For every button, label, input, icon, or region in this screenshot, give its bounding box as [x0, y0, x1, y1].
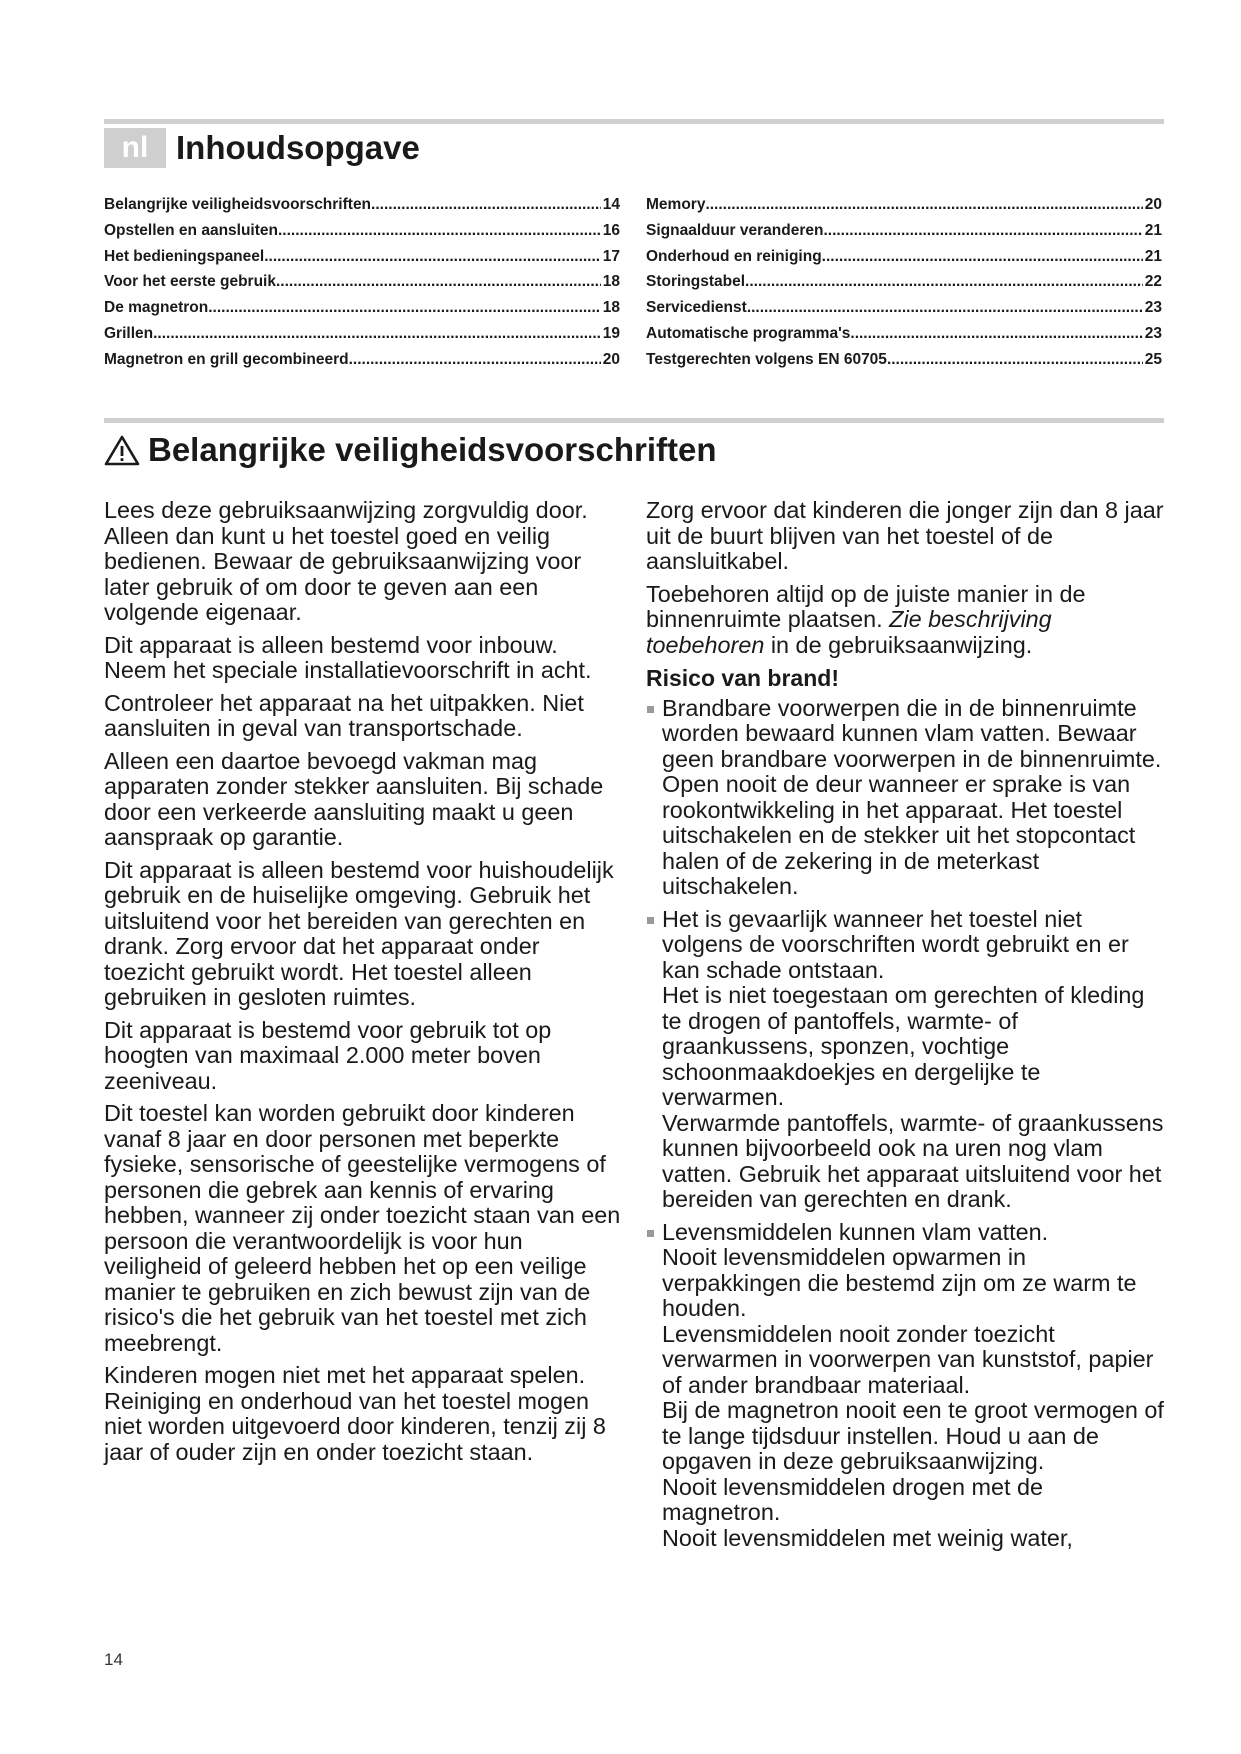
bullet-square-icon: [647, 917, 654, 924]
toc-entry[interactable]: Opstellen en aansluiten ..... 16: [104, 222, 620, 248]
paragraph: Zorg ervoor dat kinderen die jonger zijn dan 8 jaar uit de buurt blijven van het toestel of de aansluitkabel.: [646, 497, 1164, 574]
toc-entry[interactable]: Voor het eerste gebruik ..... 18: [104, 273, 620, 299]
accessories-paragraph: Toebehoren altijd op de juiste manier in de binnenruimte plaatsen. Zie beschrijving toebehoren in de gebruiksaanwijzing.: [646, 580, 1086, 658]
toc-entry[interactable]: Testgerechten volgens EN 60705 ..... 25: [646, 351, 1162, 377]
bullet-square-icon: [647, 1230, 654, 1237]
warning-triangle-icon: [104, 434, 140, 467]
paragraph: Dit apparaat is alleen bestemd voor huishoudelijk gebruik en de huiselijke omgeving. Gebruik het uitsluitend voor het bereiden van gerechten en drank. Zorg ervoor dat het apparaat onder toezicht gebruikt wordt. Het toestel alleen gebruiken in gesloten ruimtes.: [104, 856, 614, 1010]
top-divider: [104, 119, 1164, 124]
safety-left-column: [104, 498, 624, 1472]
accessories-reference: Zie beschrijving toebehoren: [646, 606, 1052, 658]
toc-entry[interactable]: Memory ..... 20: [646, 196, 1162, 222]
bullet-item: Het is gevaarlijk wanneer het toestel niet volgens de voorschriften wordt gebruikt en er kan schade ontstaan. Het is niet toegestaan om gerechten of kleding te drogen of pantoffels, warmte- of graankussens, sponzen, vochtige schoonmaakdoekjes en dergelijke te verwarmen. Verwarmde pantoffels, warmte- of graankussens kunnen bijvoorbeeld ook na uren nog vlam vatten. Gebruik het apparaat uitsluitend voor het bereiden van gerechten en drank.: [646, 907, 1166, 1213]
bullet-item: Levensmiddelen kunnen vlam vatten. Nooit levensmiddelen opwarmen in verpakkingen die bestemd zijn om ze warm te houden. Levensmiddelen nooit zonder toezicht verwarmen in voorwerpen van kunststof, papier of ander brandbaar materiaal. Bij de magnetron nooit een te groot vermogen of te lange tijdsduur instellen. Houd u aan de opgaven in deze gebruiksaanwijzing. Nooit levensmiddelen drogen met de magnetron. Nooit levensmiddelen met weinig water,: [646, 1220, 1166, 1552]
toc-entry[interactable]: Signaalduur veranderen ..... 21: [646, 222, 1162, 248]
toc-entry[interactable]: Magnetron en grill gecombineerd ..... 20: [104, 351, 620, 377]
toc-entry[interactable]: Onderhoud en reiniging ..... 21: [646, 248, 1162, 274]
paragraph: Dit toestel kan worden gebruikt door kinderen vanaf 8 jaar en door personen met beperkte fysieke, sensorische of geestelijke vermogens of personen die gebrek aan kennis of ervaring hebben, wanneer zij onder toezicht staan van een persoon die verantwoordelijk is voor hun veiligheid of geleerd hebben het op een veilige manier te gebruiken en zich bewust zijn van de risico's die het gebruik van het toestel met zich meebrengt.: [104, 1100, 621, 1356]
bullet-item: Brandbare voorwerpen die in de binnenruimte worden bewaard kunnen vlam vatten. Bewaar geen brandbare voorwerpen in de binnenruimte. Open nooit de deur wanneer er sprake is van rookontwikkeling in het apparaat. Het toestel uitschakelen en de stekker uit het stopcontact halen of de zekering in de meterkast uitschakelen.: [646, 696, 1166, 900]
language-badge: nl: [104, 128, 166, 168]
paragraph: Dit apparaat is alleen bestemd voor inbouw. Neem het speciale installatievoorschrift in acht.: [104, 631, 592, 683]
toc-entry[interactable]: Storingstabel ..... 22: [646, 273, 1162, 299]
toc-entry[interactable]: Servicedienst ..... 23: [646, 299, 1162, 325]
paragraph: Dit apparaat is bestemd voor gebruik tot op hoogten van maximaal 2.000 meter boven zeeniveau.: [104, 1016, 552, 1094]
toc-entry[interactable]: Grillen ..... 19: [104, 325, 620, 351]
bullet-square-icon: [647, 706, 654, 713]
page-title: Inhoudsopgave: [176, 129, 420, 166]
toc-entry[interactable]: Belangrijke veiligheidsvoorschriften ..... 14: [104, 196, 620, 222]
paragraph: Kinderen mogen niet met het apparaat spelen. Reiniging en onderhoud van het toestel mogen niet worden uitgevoerd door kinderen, tenzij zij 8 jaar of ouder zijn en onder toezicht staan.: [104, 1362, 606, 1465]
safety-right-column: [646, 498, 1166, 1551]
section-divider: [104, 418, 1164, 423]
toc-left-column: [104, 196, 620, 377]
section-title-text: Belangrijke veiligheidsvoorschriften: [148, 431, 717, 468]
paragraph: Lees deze gebruiksaanwijzing zorgvuldig door. Alleen dan kunt u het toestel goed en veilig bedienen. Bewaar de gebruiksaanwijzing voor later gebruik of om door te geven aan een volgende eigenaar.: [104, 497, 588, 625]
paragraph: Controleer het apparaat na het uitpakken. Niet aansluiten in geval van transportschade.: [104, 689, 584, 741]
section-title: [104, 428, 717, 472]
toc-entry[interactable]: Automatische programma's ..... 23: [646, 325, 1162, 351]
toc-entry[interactable]: De magnetron ..... 18: [104, 299, 620, 325]
page-number: 14: [104, 1650, 123, 1669]
paragraph: Alleen een daartoe bevoegd vakman mag apparaten zonder stekker aansluiten. Bij schade door een verkeerde aansluiting maakt u geen aanspraak op garantie.: [104, 747, 604, 850]
toc-right-column: [646, 196, 1162, 377]
fire-risk-heading: Risico van brand!: [646, 665, 839, 691]
toc-entry[interactable]: Het bedieningspaneel ..... 17: [104, 248, 620, 274]
